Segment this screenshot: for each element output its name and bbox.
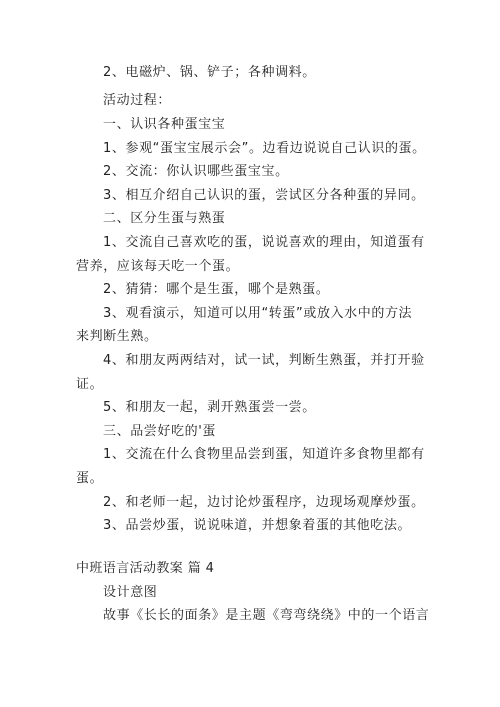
text-line: 3、观看演示，知道可以用“转蛋”或放入水中的方法 [103, 306, 413, 321]
text-line: 2、交流：你认识哪些蛋宝宝。 [103, 164, 289, 179]
section-subheading: 设计意图 [103, 585, 158, 600]
text-line: 蛋。 [76, 471, 104, 486]
text-line: 活动过程： [103, 93, 172, 108]
text-line: 5、和朋友一起，剥开熟蛋尝一尝。 [103, 400, 316, 415]
text-line: 营养，应该每天吃一个蛋。 [76, 259, 240, 274]
text-line: 3、品尝炒蛋，说说味道，并想象着蛋的其他吃法。 [103, 518, 412, 533]
section-heading: 中班语言活动教案 篇 4 [76, 561, 215, 576]
text-line: 1、参观“蛋宝宝展示会”。边看边说说自己认识的蛋。 [103, 141, 426, 156]
section-subheading: 二、区分生蛋与熟蛋 [103, 211, 226, 226]
text-line: 证。 [76, 377, 104, 392]
text-line: 4、和朋友两两结对，试一试，判断生熟蛋，并打开验 [103, 353, 425, 368]
section-subheading: 三、品尝好吃的'蛋 [103, 424, 216, 439]
text-line: 1、交流在什么食物里品尝到蛋，知道许多食物里都有 [103, 447, 425, 462]
text-line: 2、猜猜：哪个是生蛋，哪个是熟蛋。 [103, 282, 330, 297]
text-line: 2、和老师一起，边讨论炒蛋程序，边现场观摩炒蛋。 [103, 495, 425, 510]
section-subheading: 一、认识各种蛋宝宝 [103, 117, 226, 132]
text-line: 3、相互介绍自己认识的蛋，尝试区分各种蛋的异同。 [103, 188, 425, 203]
text-line: 来判断生熟。 [76, 329, 158, 344]
text-line: 1、交流自己喜欢吃的蛋，说说喜欢的理由，知道蛋有 [103, 235, 425, 250]
text-line: 故事《长长的面条》是主题《弯弯绕绕》中的一个语言 [103, 608, 430, 623]
text-line: 2、电磁炉、锅、铲子；各种调料。 [103, 65, 316, 80]
